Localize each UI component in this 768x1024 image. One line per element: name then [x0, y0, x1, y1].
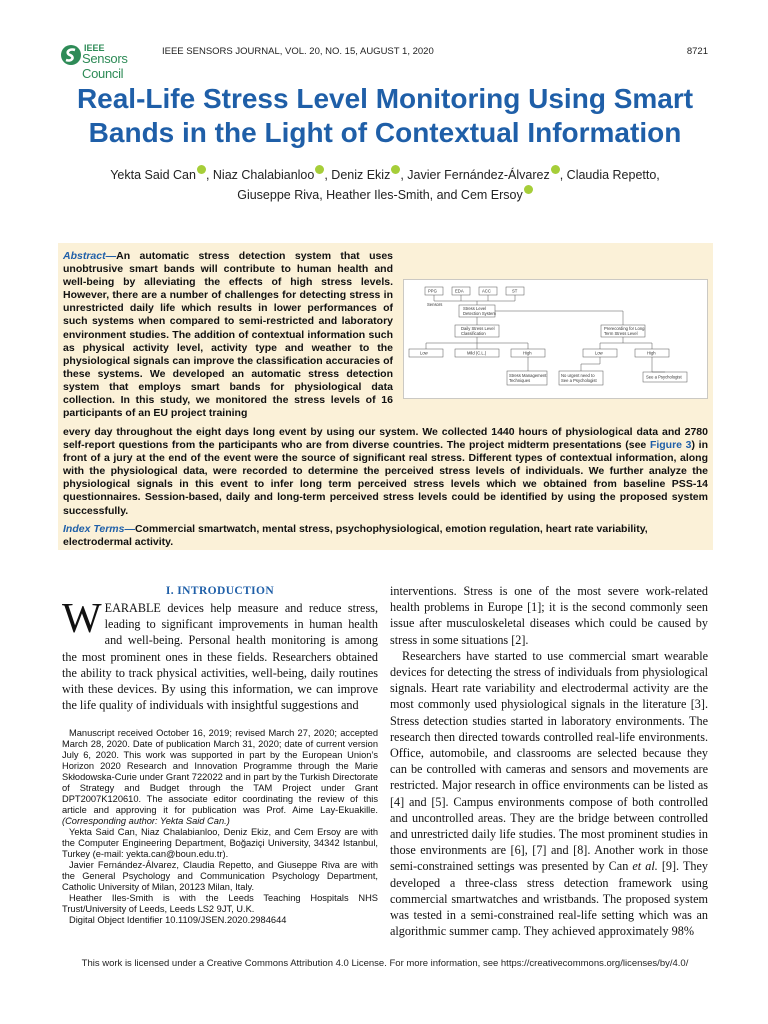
diagram-longterm-1: Prerecording for Long [604, 326, 645, 331]
intro-paragraph [62, 596, 378, 713]
journal-line: IEEE SENSORS JOURNAL, VOL. 20, NO. 15, AUGUST 1, 2020 [162, 46, 434, 57]
footnote-manuscript [62, 728, 378, 827]
author-2: , Niaz Chalabianloo [205, 168, 315, 182]
paper-title [40, 82, 730, 150]
diagram-sensor-4: ST [512, 288, 518, 294]
figure-3-link[interactable]: Figure 3 [649, 439, 692, 452]
right-paragraph-2c: [9]. They developed a three-class stress detection framework using commercial smartwatches and wristbands. The proposed system was tested in a semi-constrained real-life setting which was an algorithmic summer camp. They achieved approximately 98% [390, 859, 708, 939]
logo-sensors-council-text: Sensors Council [82, 51, 128, 81]
abstract-part-2: every day throughout the eight days long event by using our system. We collected 1440 hours of physiological data and 2780 self-report questions from the participants who are from diverse countries. The project midterm presentations (see [63, 426, 708, 452]
corresponding-author: (Corresponding author: Yekta Said Can.) [62, 816, 230, 826]
orcid-icon[interactable] [315, 165, 324, 174]
footnote-affiliation-2: Javier Fernández-Álvarez, Claudia Repetto, and Giuseppe Riva are with the General Psychology and Communication Psychology Department, Catholic University of Milan, 20123 Milan, Italy. [62, 860, 378, 892]
diagram-outcome-1b: Techniques [509, 378, 531, 383]
diagram-level-4: Low [595, 350, 603, 356]
orcid-icon[interactable] [391, 165, 400, 174]
abstract-box [58, 243, 713, 550]
page-number: 8721 [686, 46, 708, 57]
right-column [390, 583, 708, 939]
orcid-icon[interactable] [197, 165, 206, 174]
intro-text: devices help measure and reduce stress, leading to significant improvements in human health and well-being. Personal health monitoring is among the most prominent ones in these fields. Researchers obtained the ability to track physical activities, well-being, daily routines with these devices. By using this information, we can improve the life quality of individuals with insightful suggestions and [62, 601, 378, 713]
author-3: , Deniz Ekiz [324, 168, 391, 182]
index-terms-label: Index Terms— [63, 523, 135, 535]
diagram-system-1: Stress Level [463, 306, 487, 311]
diagram-system-2: Detection System [463, 311, 496, 316]
abstract-label: Abstract— [63, 250, 117, 262]
author-6: Giuseppe Riva, Heather Iles-Smith, and Cem Ersoy [237, 188, 523, 202]
footnote-manuscript-text: Manuscript received October 16, 2019; revised March 27, 2020; accepted March 28, 2020. Date of publication March 31, 2020; date of current version July 6, 2020. This work was supported in part by the European Union’s Horizon 2020 Research and Innovation Programme through the Marie Skłodowska-Curie under Grant 722022 and in part by the Turkish Directorate of Strategy and Budget through the TAM Project under Grant DPT2007K120610. The associate editor coordinating the review of this article and approving it for publication was Prof. Aime Lay-Ekuakille. [62, 728, 378, 815]
author-1: Yekta Said Can [110, 168, 196, 182]
page-header [60, 40, 710, 81]
intro-lead-word: EARABLE [104, 601, 161, 615]
author-5: , Claudia Repetto, [559, 168, 660, 182]
diagram-outcome-2a: No urgent need to [561, 373, 595, 378]
right-paragraph-2a: Researchers have started to use commercial smart wearable devices for detecting the stress of individuals from physiological signals. Heart rate variability and electrodermal activity are the most commonly used physiological signals in the literature [3]. Stress detection studies started in laboratory environments. The research then directed towards controlled real-life environments. Office, automobile, and classrooms are selected because they can be controlled with cameras and sensors and movements are restricted. Major research in office environments can be listed as [4] and [5]. Campus environments compose of both controlled and uncontrolled areas. They are the bridge between controlled and unrestricted daily life studies. The most prominent studies in those environments are [6], [7] and [8]. Another work in those semi-constrained settings was presented by Can [390, 648, 708, 874]
diagram-outcome-3: See a Psychologist [646, 374, 682, 380]
diagram-level-1: Low [420, 350, 428, 356]
diagram-daily-1: Daily Stress Level [461, 326, 495, 331]
author-4: , Javier Fernández-Álvarez [400, 168, 550, 182]
diagram-sensors-label: Sensors [427, 302, 443, 307]
diagram-level-2: Mild (C.L.) [467, 350, 487, 356]
orcid-icon[interactable] [524, 185, 533, 194]
ieee-sensors-council-logo [60, 40, 170, 81]
right-paragraph-1: interventions. Stress is one of the most severe work-related health problems in Europe [1]; it is the second commonly seen issue after musculoskeletal diseases which could be caused by stress in some situations [2]. [390, 584, 708, 647]
footnote-doi: Digital Object Identifier 10.1109/JSEN.2020.2984644 [69, 915, 287, 925]
license-footer: This work is licensed under a Creative Commons Attribution 4.0 License. For more information, see https://creativecommons.org/licenses/by/4.0/ [81, 958, 689, 969]
diagram-sensor-1: PPG [428, 288, 437, 294]
title-line-1: Real-Life Stress Level Monitoring Using Smart [76, 83, 694, 114]
footnote-affiliation-1: Yekta Said Can, Niaz Chalabianloo, Deniz Ekiz, and Cem Ersoy are with the Computer Engineering Department, Boğaziçi University, 34342 Istanbul, Turkey (e-mail: yekta.can@boun.edu.tr). [62, 827, 378, 859]
abstract-text-bottom [63, 426, 708, 518]
abstract-text-top [63, 250, 393, 420]
index-terms-text: Commercial smartwatch, mental stress, psychophysiological, emotion regulation, heart rate variability, electrodermal activity. [63, 523, 648, 548]
diagram-sensor-2: EDA [455, 288, 464, 294]
diagram-level-5: High [647, 350, 656, 356]
footnote-affiliation-3: Heather Iles-Smith is with the Leeds Teaching Hospitals NHS Trust/University of Leeds, Leeds LS2 9JT, U.K. [62, 893, 378, 914]
diagram-longterm-2: Term Stress Level [604, 331, 638, 336]
title-line-2: Bands in the Light of Contextual Information [88, 117, 682, 148]
abstract-part-3: ) in front of a jury at the end of the event were the source of significant real stress. Different types of contextual information, along with the physiological data, were recorded to determine the perceived stress levels of individuals. We further analyze the physiological signals in this event to infer long term perceived stress levels which we obtained from baseline PSS-14 questionnaires. Session-based, daily and long-term perceived stress levels could be identified by using the proposed system successfully. [63, 439, 708, 517]
diagram-sensor-3: ACC [482, 288, 491, 294]
diagram-level-3: High [523, 350, 532, 356]
et-al: et al. [632, 859, 658, 874]
diagram-outcome-1a: Stress Management [509, 373, 547, 378]
section-heading-introduction: I. INTRODUCTION [165, 585, 275, 597]
author-list [40, 165, 730, 205]
drop-cap: W [62, 596, 102, 642]
abstract-part-1: An automatic stress detection system that uses unobtrusive smart bands will contribute to human health and well-being by alleviating the effects of high stress levels. However, there are a number of challenges for detecting stress in unrestricted daily life which results in lower performances of such systems when compared to semi-restricted and laboratory environment studies. The addition of contextual information such as physical activity level, activity type and weather to the physiological signals can improve the classification accuracies of these systems. We developed an automatic stress detection system that employs smart bands for physiological data collection. In this study, we monitored the stress levels of 16 participants of an EU project training [63, 250, 393, 420]
system-diagram [403, 279, 708, 399]
diagram-outcome-2b: See a Psychologist [561, 378, 597, 383]
right-paragraph-2 [390, 648, 708, 940]
logo-mark-icon [60, 44, 82, 66]
footnotes [62, 728, 378, 926]
logo-ieee-text: IEEE [84, 43, 105, 53]
orcid-icon[interactable] [551, 165, 560, 174]
diagram-daily-2: Classification [461, 331, 486, 336]
index-terms [63, 523, 708, 549]
